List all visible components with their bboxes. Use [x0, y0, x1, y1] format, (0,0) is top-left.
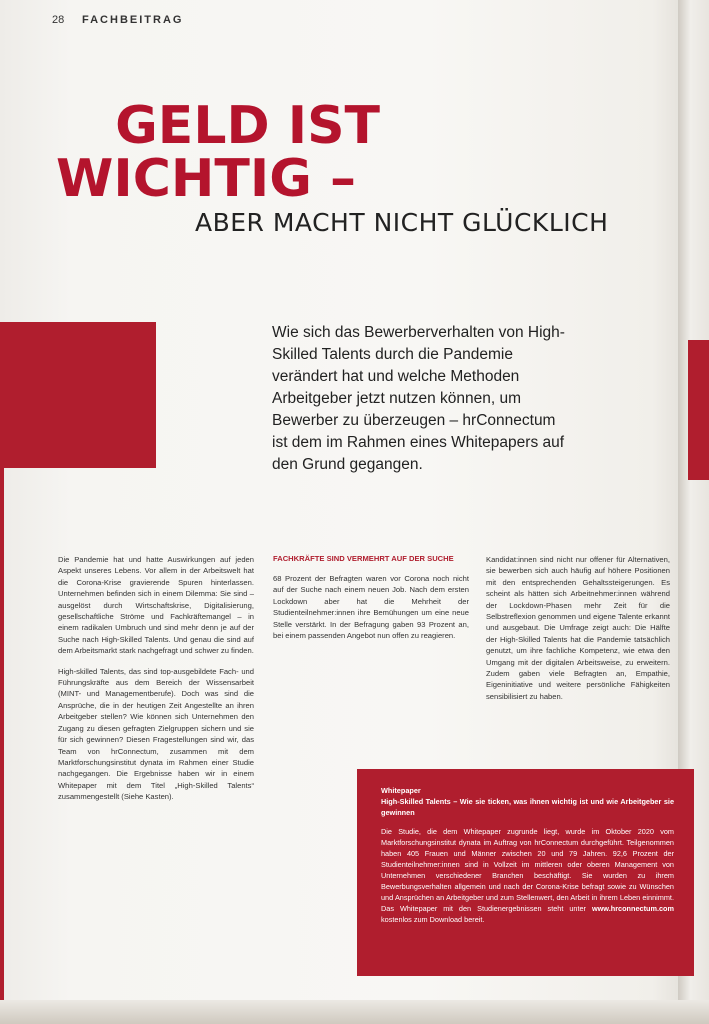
page-number: 28	[52, 14, 65, 26]
box-subheading: High-Skilled Talents – Wie sie ticken, was ihnen wichtig ist und wie Arbeitgeber sie gewinnen	[381, 797, 674, 817]
whitepaper-box	[357, 769, 694, 976]
headline-line-1: GELD IST	[115, 96, 380, 156]
column-3	[486, 554, 670, 711]
body-paragraph: Die Pandemie hat und hatte Auswirkungen auf jeden Aspekt unseres Lebens. Vor allem in der Arbeitswelt hat die Corona-Krise gravierende Spuren hinterlassen. Unternehmen befinden sich in einem Dilemma: Sie sind – ausgelöst durch Wirtschaftskrise, Digitalisierung, gesellschaftliche Ströme und Fachkräftemangel – in einem radikalen Umbruch und sind mehr denn je auf der Suche nach High-Skilled Talents. Und genau die sind auf dem Arbeitsmarkt stark nachgefragt und schwer zu finden.	[58, 555, 254, 656]
column-1	[58, 554, 254, 812]
section-heading: FACHKRÄFTE SIND VERMEHRT AUF DER SUCHE	[273, 554, 454, 563]
body-paragraph: 68 Prozent der Befragten waren vor Corona noch nicht auf der Suche nach einem neuen Job. Nach dem ersten Lockdown aber hat die Mehrheit der Studienteilnehmer:innen ihre Bemühungen um eine neue Stelle verstärkt. In der Befragung gaben 93 Prozent an, bei einem passenden Angebot nun offen zu reagieren.	[273, 574, 469, 641]
page-bottom-shadow	[0, 1000, 709, 1024]
website-link[interactable]: www.hrconnectum.com	[591, 904, 674, 913]
body-paragraph: Kandidat:innen sind nicht nur offener für Alternativen, sie bewerben sich auch häufig auf höhere Positionen mit den entsprechenden Gehaltssteigerungen. Es scheint als hätten sich Arbeitnehmer:innen während der Lockdown-Phasen mehr Zeit für die Selbstreflexion genommen und eigene Talente erkannt und ausgebaut. Die Umfrage zeigt auch: Die Hälfte der High-Skilled Talents hat die Pandemie tatsächlich genutzt, um ihre fachliche Kompetenz, wie etwa den Umgang mit der digitalen Arbeitsweise, zu erweitern. Zudem gaben viele Befragten an, Empathie, Eigeninitiative und weitere persönliche Fähigkeiten sensibilisiert zu haben.	[486, 555, 670, 701]
red-accent-block	[0, 322, 156, 468]
box-heading: Whitepaper	[381, 786, 421, 795]
lead-paragraph: Wie sich das Bewerberverhalten von High-Skilled Talents durch die Pandemie verändert hat und welche Methoden Arbeitgeber jetzt nutzen können, um Bewerber zu überzeugen – hrConnectum ist dem im Rahmen eines Whitepapers auf den Grund gegangen.	[272, 324, 565, 473]
box-text-part: Die Studie, die dem Whitepaper zugrunde liegt, wurde im Oktober 2020 vom Marktforschungsinstitut dynata im Auftrag von hrConnectum durchgeführt. Teilgenommen haben 405 Frauen und Männer zwischen 20 und 79 Jahren. 92,6 Prozent der Studienteilnehmer:innen sind in Vollzeit im mittleren oder oberen Management von Unternehmen verschiedener Branchen beschäftigt. Sie wurden zu ihrem Bewerbungsverhalten allgemein und nach der Corona-Krise befragt sowie zu Wünschen und Ansprüchen an Arbeitgeber und zum Stellenwert, den Arbeit in ihrem Leben einnimmt. Das Whitepaper mit den Studienergebnissen steht unter	[381, 827, 674, 913]
body-paragraph: High-skilled Talents, das sind top-ausgebildete Fach- und Führungskräfte aus dem Bereich der Wissensarbeit (MINT- und Managementberufe). Doch was sind die Ansprüche, die in der heutigen Zeit Angestellte an ihren Arbeitgeber stellen? Wie können sich Unternehmen den Zugang zu diesen gefragten Zielgruppen sichern und sie für sich gewinnen? Diesen Fragestellungen sind wir, das Team von hrConnectum, zusammen mit dem Marktforschungsinstitut dynata im Rahmen einer Studie nachgegangen. Die Ergebnisse haben wir in einem Whitepaper mit dem Titel „High-Skilled Talents“ zusammengestellt (Siehe Kasten).	[58, 666, 254, 802]
red-accent-edge	[0, 468, 4, 1008]
subheadline: ABER MACHT NICHT GLÜCKLICH	[195, 208, 609, 237]
next-page-red-block	[688, 340, 709, 480]
box-text-part: kostenlos zum Download bereit.	[381, 915, 485, 924]
headline-line-2: WICHTIG –	[56, 149, 356, 209]
box-text	[381, 826, 674, 925]
section-label: FACHBEITRAG	[82, 14, 184, 26]
column-2	[273, 554, 469, 650]
